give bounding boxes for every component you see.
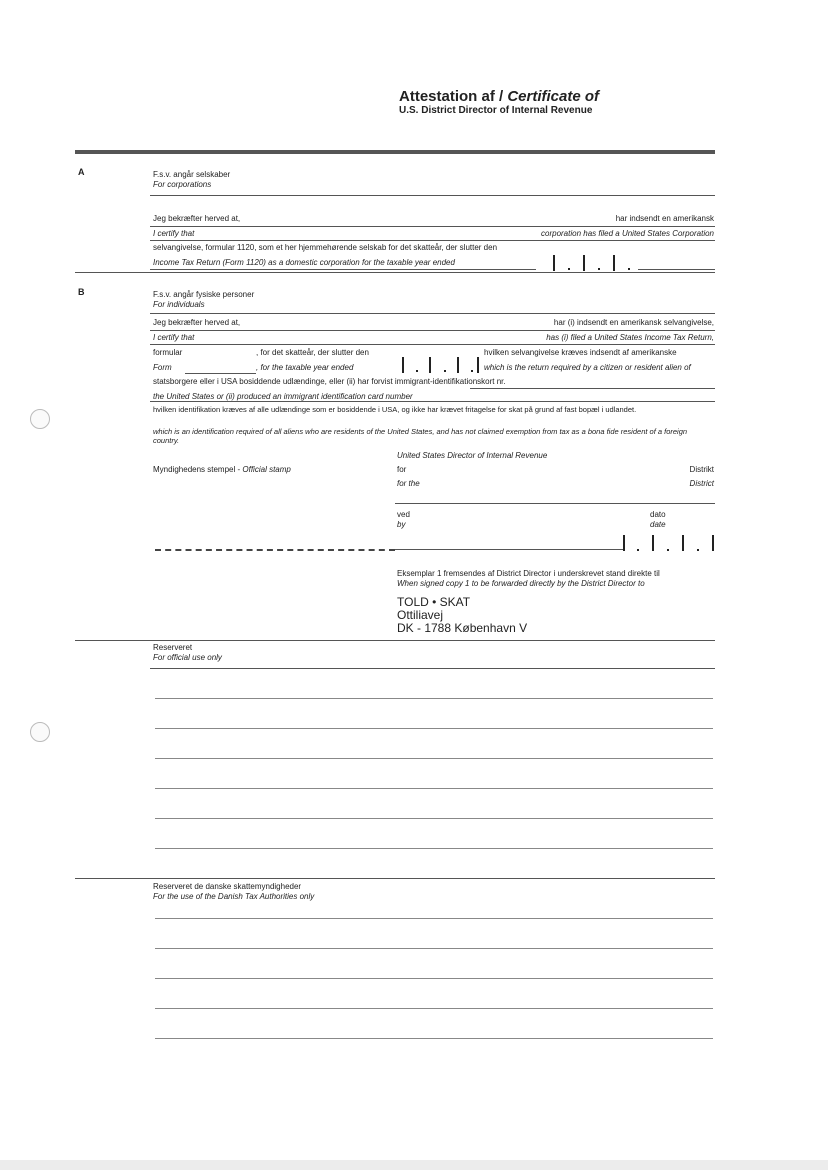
- section-b-idreq-en: which is an identification required of all aliens who are residents of the United States, and has not claimed exemption from tax as a bona fide resident of a foreign country.: [153, 427, 688, 445]
- date-tick: [652, 535, 654, 551]
- date-tick: [457, 357, 459, 373]
- official-line[interactable]: [155, 758, 713, 759]
- date-dot: [471, 370, 473, 372]
- date-dot: [598, 268, 600, 270]
- section-b-name-field[interactable]: [150, 330, 715, 331]
- date-da: dato: [650, 510, 666, 519]
- date-tick: [477, 357, 479, 373]
- danish-line[interactable]: [155, 918, 713, 919]
- district-da: Distrikt: [689, 465, 714, 474]
- section-b-year-da: , for det skatteår, der slutter den: [256, 348, 369, 357]
- reserved-official-divider: [75, 640, 715, 641]
- section-a-return-da: selvangivelse, formular 1120, som et her hjemmehørende selskab for det skatteår, der slutter den: [153, 243, 498, 252]
- section-b-citizens-en: the United States or (ii) produced an immigrant identification card number: [153, 392, 413, 401]
- section-b-citizens-da: statsborgere eller i USA bosiddende udlændinge, eller (ii) har forvist immigrant-identifikationskort nr.: [153, 377, 506, 386]
- section-b-letter: B: [78, 287, 85, 297]
- section-b-filed-da: har (i) indsendt en amerikansk selvangivelse,: [553, 318, 714, 327]
- section-b-heading-en: For individuals: [153, 300, 205, 309]
- date-tick: [682, 535, 684, 551]
- section-a-filed-da: har indsendt en amerikansk: [615, 214, 714, 223]
- section-a-rule-3: [150, 269, 536, 270]
- director-label: United States Director of Internal Revenue: [397, 451, 548, 460]
- section-b-required-da: hvilken selvangivelse kræves indsendt af amerikanske: [484, 348, 677, 357]
- section-b-idcard-field[interactable]: [470, 388, 715, 389]
- danish-line[interactable]: [155, 1008, 713, 1009]
- stamp-label-da: Myndighedens stempel -: [153, 465, 243, 474]
- date-dot: [568, 268, 570, 270]
- date-tick: [712, 535, 714, 551]
- official-line[interactable]: [155, 698, 713, 699]
- section-b-year-en: , for the taxable year ended: [256, 363, 354, 372]
- signature-field[interactable]: [395, 549, 625, 550]
- date-en: date: [650, 520, 666, 529]
- section-b-form-en: Form: [153, 363, 172, 372]
- title-sub: U.S. District Director of Internal Revenue: [399, 105, 593, 116]
- section-b-idreq-da: hvilken identifikation kræves af alle udlændinge som er bosiddende i USA, og ikke har krævet fritagelse for skat på grund af fast bopæl i udlandet.: [153, 405, 637, 414]
- section-a-heading-en: For corporations: [153, 180, 212, 189]
- stamp-label-en: Official stamp: [242, 465, 291, 474]
- official-line[interactable]: [155, 728, 713, 729]
- perforation-line: [155, 549, 395, 551]
- date-dot: [628, 268, 630, 270]
- danish-line[interactable]: [155, 1038, 713, 1039]
- danish-line[interactable]: [155, 978, 713, 979]
- official-line[interactable]: [155, 788, 713, 789]
- title-main-italic: Certificate of: [507, 88, 600, 105]
- forwarding-note-da: Eksemplar 1 fremsendes af District Director i underskrevet stand direkte til: [397, 569, 660, 578]
- punch-hole: [30, 722, 50, 742]
- scan-edge: [0, 1160, 828, 1170]
- reserved-danish-label-da: Reserveret de danske skattemyndigheder: [153, 882, 302, 891]
- section-b-rule-4: [150, 401, 715, 402]
- section-a-heading-da: F.s.v. angår selskaber: [153, 170, 231, 179]
- date-tick: [429, 357, 431, 373]
- address-line-2: Ottiliavej: [397, 608, 444, 622]
- danish-line[interactable]: [155, 948, 713, 949]
- date-dot: [416, 370, 418, 372]
- section-a-certify-en: I certify that: [153, 229, 195, 238]
- reserved-danish-label-en: For the use of the Danish Tax Authorities only: [153, 892, 315, 901]
- section-b-required-en: which is the return required by a citizen or resident alien of: [484, 363, 691, 372]
- district-for-en: for the: [397, 479, 420, 488]
- section-ab-divider: [75, 272, 715, 273]
- section-b-certify-en: I certify that: [153, 333, 195, 342]
- reserved-danish-divider: [75, 878, 715, 879]
- date-tick: [613, 255, 615, 271]
- date-dot: [637, 549, 639, 551]
- section-b-heading-da: F.s.v. angår fysiske personer: [153, 290, 255, 299]
- official-line[interactable]: [155, 818, 713, 819]
- district-for-da: for: [397, 465, 407, 474]
- top-rule: [75, 150, 715, 154]
- section-a-year-field[interactable]: [638, 269, 715, 270]
- official-line[interactable]: [155, 848, 713, 849]
- district-field[interactable]: [395, 503, 715, 504]
- punch-hole: [30, 409, 50, 429]
- section-a-heading-rule: [150, 195, 715, 196]
- stamp-label: [153, 465, 291, 475]
- section-a-letter: A: [78, 167, 85, 177]
- section-a-return-en: Income Tax Return (Form 1120) as a domestic corporation for the taxable year ended: [153, 258, 455, 267]
- forwarding-note-en: When signed copy 1 to be forwarded directly by the District Director to: [397, 579, 645, 588]
- address-line-1: TOLD • SKAT: [397, 595, 471, 609]
- section-a-certify-da: Jeg bekræfter herved at,: [153, 214, 241, 223]
- section-b-heading-rule: [150, 313, 715, 314]
- date-dot: [444, 370, 446, 372]
- district-en: District: [689, 479, 714, 488]
- section-b-certify-da: Jeg bekræfter herved at,: [153, 318, 241, 327]
- by-da: ved: [397, 510, 410, 519]
- reserved-official-label-da: Reserveret: [153, 643, 193, 652]
- date-dot: [667, 549, 669, 551]
- by-en: by: [397, 520, 406, 529]
- section-b-form-field[interactable]: [185, 373, 256, 374]
- date-tick: [583, 255, 585, 271]
- date-tick: [623, 535, 625, 551]
- section-a-filed-en: corporation has filed a United States Corporation: [541, 229, 714, 238]
- reserved-official-label-en: For official use only: [153, 653, 222, 662]
- title-main-prefix: Attestation af /: [399, 88, 508, 105]
- section-a-name-field[interactable]: [150, 226, 715, 227]
- section-a-rule-2: [150, 240, 715, 241]
- date-tick: [553, 255, 555, 271]
- section-b-filed-en: has (i) filed a United States Income Tax Return,: [546, 333, 714, 342]
- date-dot: [697, 549, 699, 551]
- title-main: [399, 88, 599, 105]
- section-b-form-da: formular: [153, 348, 183, 357]
- form-title: [399, 88, 599, 117]
- reserved-official-rule: [150, 668, 715, 669]
- address-line-3: DK - 1788 København V: [397, 621, 528, 635]
- date-tick: [402, 357, 404, 373]
- section-b-rule-2: [150, 344, 715, 345]
